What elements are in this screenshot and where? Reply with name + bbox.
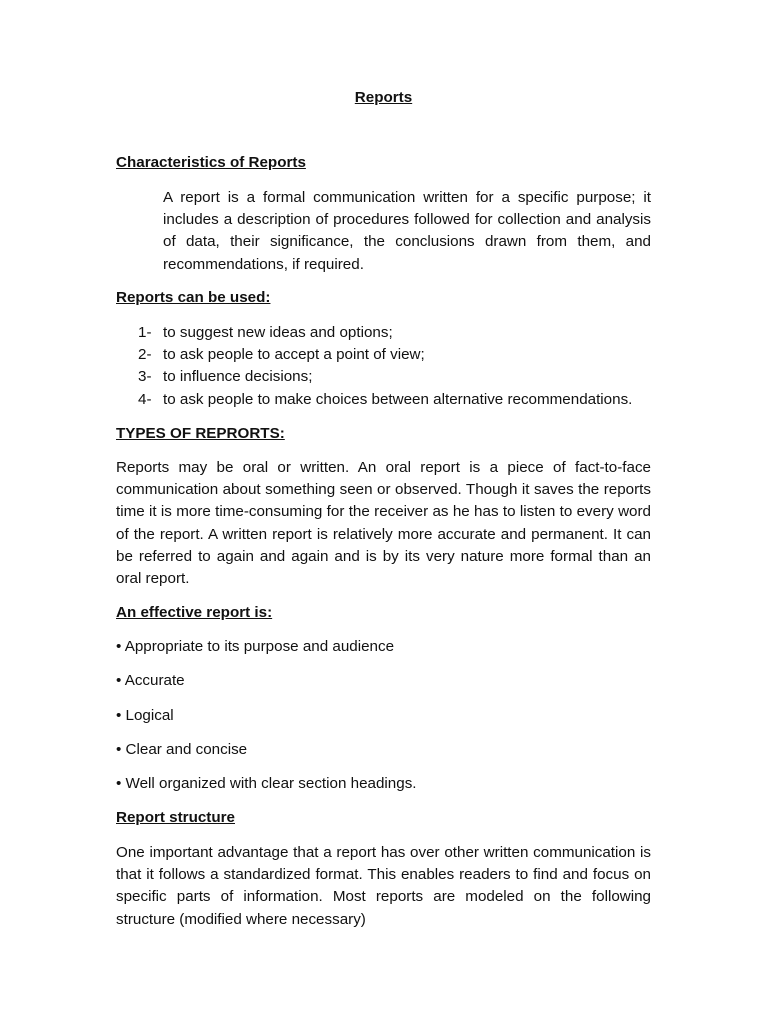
bullet-item: • Appropriate to its purpose and audience — [116, 638, 395, 655]
list-item-number: 4- — [138, 390, 152, 408]
uses-heading: Reports can be used: — [116, 289, 271, 306]
characteristics-heading: Characteristics of Reports — [116, 154, 306, 171]
list-item — [138, 389, 632, 411]
list-item-text: to ask people to make choices between alternative recommendations. — [163, 390, 633, 408]
list-item — [138, 322, 632, 344]
page-title: Reports — [354, 89, 413, 106]
bullet-item: • Accurate — [116, 672, 185, 689]
characteristics-paragraph: A report is a formal communication written for a specific purpose; it includes a description of procedures followed for collection and analysis of data, their significance, the conclusions drawn from them, and recommendations, if required. — [163, 189, 651, 273]
bullet-item: • Clear and concise — [116, 741, 248, 758]
list-item — [138, 366, 632, 388]
types-heading: TYPES OF REPRORTS: — [116, 425, 285, 442]
list-item-number: 2- — [138, 346, 152, 364]
uses-list — [138, 322, 632, 411]
list-item-text: to ask people to accept a point of view; — [163, 346, 425, 364]
list-item-text: to suggest new ideas and options; — [163, 324, 393, 341]
structure-paragraph: One important advantage that a report has over other written communication is that it follows a standardized format. This enables readers to find and focus on specific parts of information. Most reports are modeled on the following structure (modified where necessary) — [116, 844, 651, 928]
structure-heading: Report structure — [116, 809, 235, 826]
bullet-item: • Logical — [116, 707, 174, 724]
list-item-number: 1- — [138, 324, 152, 341]
types-paragraph: Reports may be oral or written. An oral report is a piece of fact-to-face communication about something seen or observed. Though it saves the reports time it is more time-consuming for the receiver as he has to listen to every word of the report. A written report is relatively more accurate and permanent. It can be referred to again and again and is by its very nature more formal than an oral report. — [116, 459, 651, 588]
bullet-item: • Well organized with clear section headings. — [116, 775, 417, 792]
list-item-text: to influence decisions; — [163, 368, 313, 386]
effective-heading: An effective report is: — [116, 604, 273, 621]
list-item — [138, 344, 632, 366]
list-item-number: 3- — [138, 368, 152, 386]
